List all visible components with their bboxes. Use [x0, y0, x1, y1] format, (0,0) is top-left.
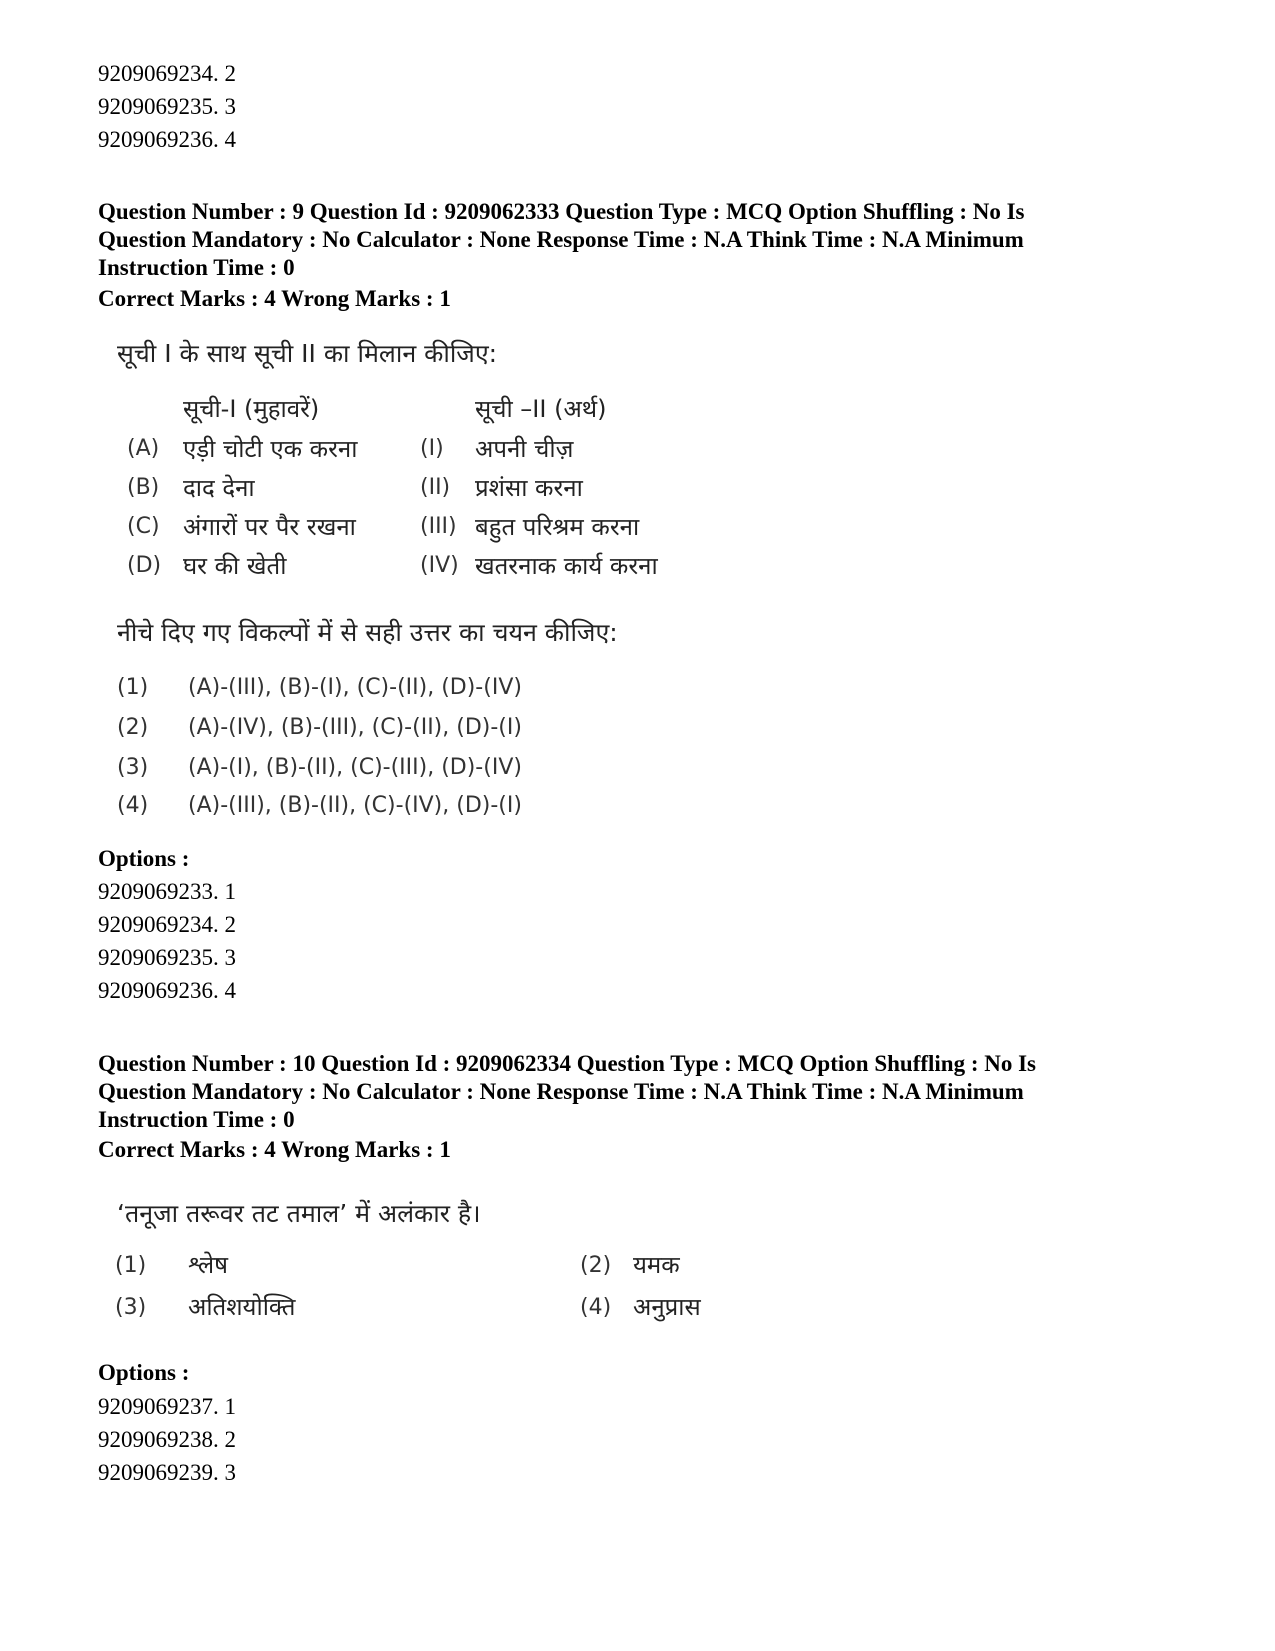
row-label: (I)	[420, 436, 444, 461]
meta-line: Question Number : 10 Question Id : 9209062334 Question Type : MCQ Option Shuffling : No Is	[98, 1051, 1037, 1076]
meta-line: Instruction Time : 0	[98, 255, 295, 280]
choice-text: (A)-(IV), (B)-(III), (C)-(II), (D)-(I)	[188, 715, 522, 740]
meaning-text: बहुत परिश्रम करना	[475, 513, 640, 541]
option-number: 3	[224, 1460, 236, 1485]
options-heading: Options :	[98, 846, 190, 871]
idiom-text: घर की खेती	[183, 552, 287, 580]
choice-label: (3)	[115, 1295, 147, 1320]
option-line: 9209069236. 4	[98, 127, 236, 152]
choice-text: यमक	[633, 1251, 680, 1279]
option-id: 9209069239	[98, 1460, 213, 1485]
row-label: (B)	[127, 475, 160, 500]
options-heading: Options :	[98, 1360, 190, 1385]
option-line: 9209069234. 2	[98, 61, 236, 86]
meta-line: Question Mandatory : No Calculator : None Response Time : N.A Think Time : N.A Minimum	[98, 227, 1024, 252]
row-label: (III)	[420, 514, 457, 539]
choice-label: (4)	[580, 1295, 612, 1320]
option-number: 1	[224, 879, 236, 904]
question-10-meta	[98, 1050, 1218, 1134]
option-number: 3	[224, 945, 236, 970]
option-line: 9209069238. 2	[98, 1427, 236, 1452]
option-line: 9209069237. 1	[98, 1394, 236, 1419]
question-stem: सूची I के साथ सूची II का मिलान कीजिए:	[117, 339, 498, 368]
option-number: 2	[224, 912, 236, 937]
option-id: 9209069235	[98, 945, 213, 970]
choice-label: (3)	[117, 755, 149, 780]
option-line: 9209069234. 2	[98, 912, 236, 937]
option-number: 2	[224, 1427, 236, 1452]
row-label: (C)	[127, 514, 160, 539]
meaning-text: अपनी चीज़	[475, 435, 574, 463]
row-label: (D)	[127, 553, 162, 578]
option-id: 9209069238	[98, 1427, 213, 1452]
option-line: 9209069233. 1	[98, 879, 236, 904]
meta-line: Instruction Time : 0	[98, 1107, 295, 1132]
idiom-text: दाद देना	[183, 474, 255, 502]
option-id: 9209069234	[98, 912, 213, 937]
question-9-marks: Correct Marks : 4 Wrong Marks : 1	[98, 286, 451, 311]
option-line: 9209069239. 3	[98, 1460, 236, 1485]
choice-text: अतिशयोक्ति	[188, 1293, 296, 1321]
list-1-header: सूची-I (मुहावरें)	[183, 395, 320, 423]
meaning-text: खतरनाक कार्य करना	[475, 552, 658, 580]
meaning-text: प्रशंसा करना	[475, 474, 583, 502]
question-10-marks: Correct Marks : 4 Wrong Marks : 1	[98, 1137, 451, 1162]
question-stem: ‘तनूजा तरूवर तट तमाल’ में अलंकार है।	[117, 1199, 481, 1228]
option-number: 3	[224, 94, 236, 119]
question-9-meta	[98, 198, 1218, 282]
idiom-text: एड़ी चोटी एक करना	[183, 435, 358, 463]
idiom-text: अंगारों पर पैर रखना	[183, 513, 356, 541]
option-number: 4	[224, 127, 236, 152]
option-id: 9209069237	[98, 1394, 213, 1419]
option-number: 2	[224, 61, 236, 86]
list-2-header: सूची –II (अर्थ)	[475, 395, 607, 423]
meta-line: Question Mandatory : No Calculator : None Response Time : N.A Think Time : N.A Minimum	[98, 1079, 1024, 1104]
meta-line: Question Number : 9 Question Id : 9209062333 Question Type : MCQ Option Shuffling : No Is	[98, 199, 1025, 224]
row-label: (A)	[127, 436, 160, 461]
option-id: 9209069233	[98, 879, 213, 904]
option-number: 4	[224, 978, 236, 1003]
choice-text: अनुप्रास	[633, 1293, 701, 1321]
choice-text: (A)-(III), (B)-(I), (C)-(II), (D)-(IV)	[188, 675, 522, 700]
option-id: 9209069234	[98, 61, 213, 86]
option-id: 9209069236	[98, 127, 213, 152]
option-id: 9209069236	[98, 978, 213, 1003]
choice-label: (2)	[117, 715, 149, 740]
choice-label: (1)	[115, 1253, 147, 1278]
option-line: 9209069235. 3	[98, 945, 236, 970]
choice-text: (A)-(III), (B)-(II), (C)-(IV), (D)-(I)	[188, 793, 522, 818]
row-label: (II)	[420, 475, 451, 500]
option-line: 9209069236. 4	[98, 978, 236, 1003]
option-id: 9209069235	[98, 94, 213, 119]
option-number: 1	[224, 1394, 236, 1419]
option-line: 9209069235. 3	[98, 94, 236, 119]
choice-label: (2)	[580, 1253, 612, 1278]
question-instruction: नीचे दिए गए विकल्पों में से सही उत्तर का चयन कीजिए:	[117, 618, 618, 647]
choice-text: श्लेष	[188, 1251, 229, 1279]
choice-text: (A)-(I), (B)-(II), (C)-(III), (D)-(IV)	[188, 755, 522, 780]
choice-label: (1)	[117, 675, 149, 700]
row-label: (IV)	[420, 553, 459, 578]
choice-label: (4)	[117, 793, 149, 818]
